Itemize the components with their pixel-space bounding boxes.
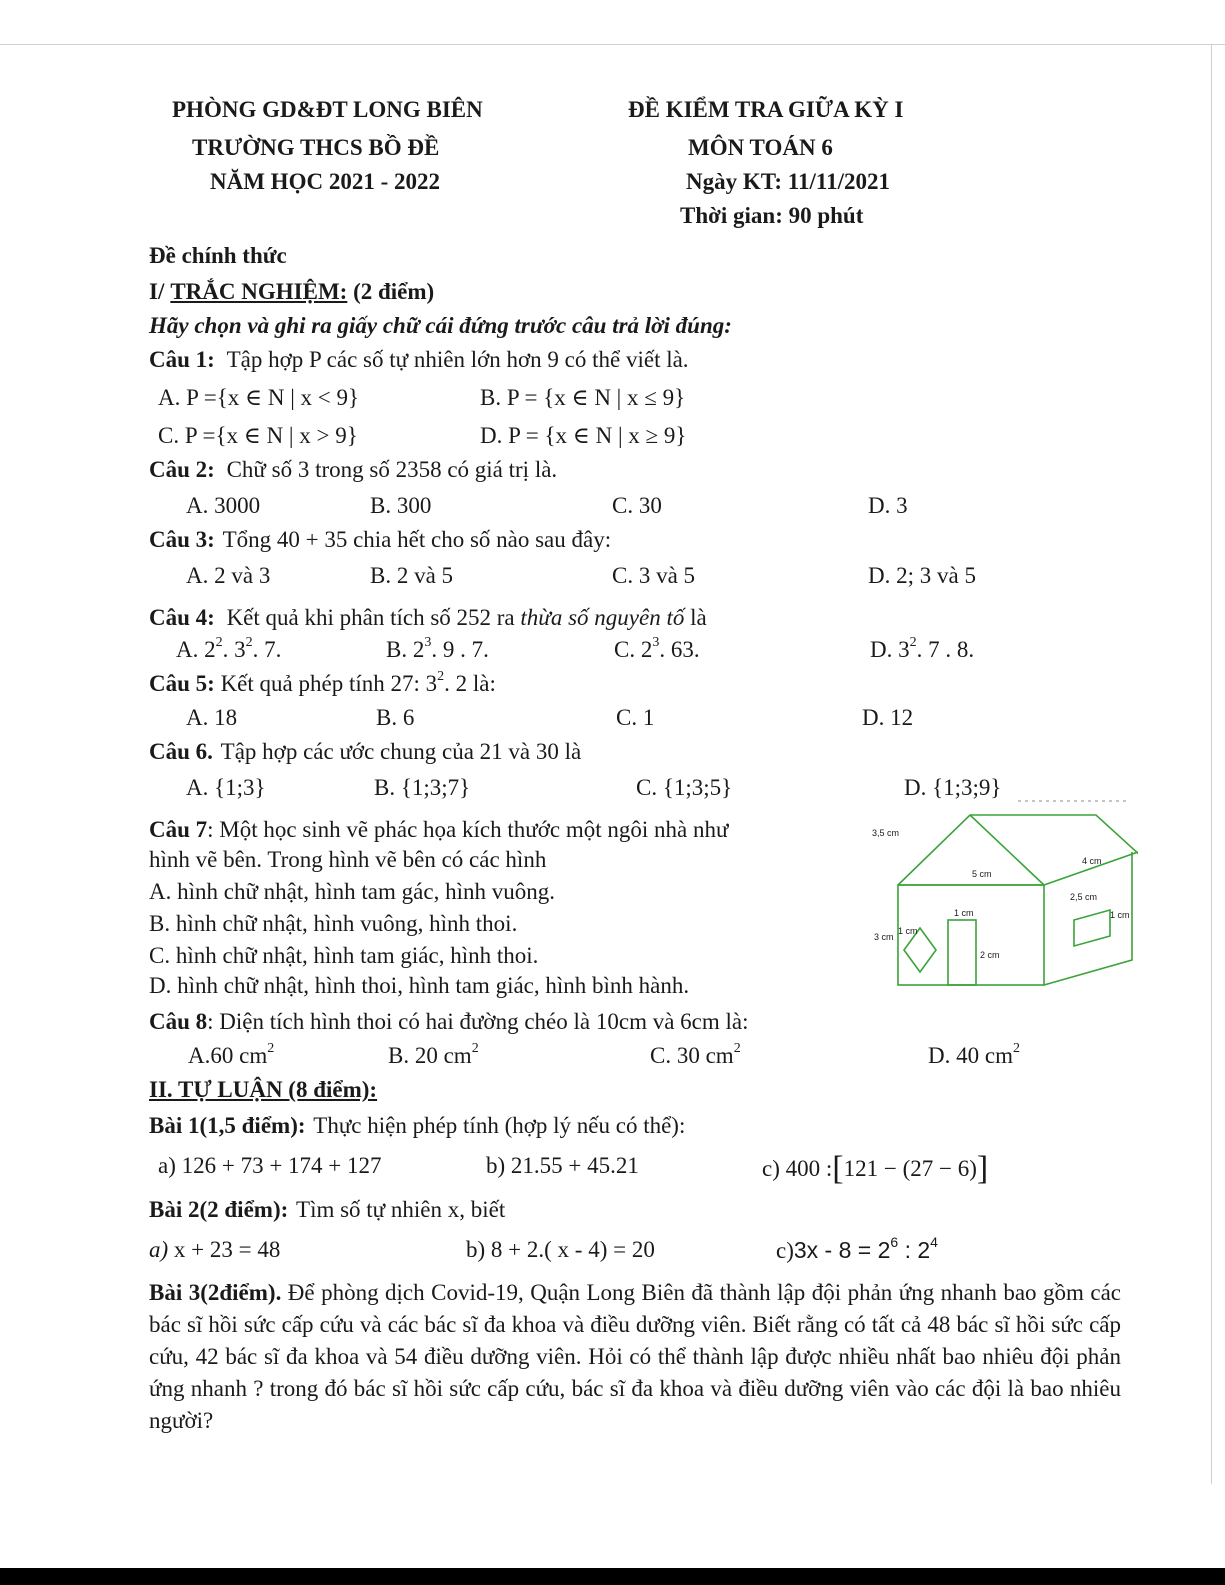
q5-option-c: C. 1 <box>616 705 655 730</box>
q2-text: Chữ số 3 trong số 2358 có giá trị là. <box>226 457 558 482</box>
q8-option-b: B. 20 $cm^2$ <box>388 1041 479 1068</box>
header-exam-title: ĐỀ KIỂM TRA GIỮA KỲ I <box>628 97 904 122</box>
bai2-part-a: a) x + 23 = 48 <box>149 1237 281 1262</box>
q4-option-a: A. $2^2$. $3^2$. 7. <box>176 635 282 662</box>
q2-option-c: C. 30 <box>612 493 662 518</box>
q1-text: Tập hợp P các số tự nhiên lớn hơn 9 có thể viết là. <box>226 347 689 372</box>
q4-option-c: C. $2^3$. 63. <box>614 635 700 662</box>
part1-prefix: I/ <box>149 279 165 304</box>
label-roof-side: 3,5 cm <box>872 828 900 838</box>
q8-option-a: A.60 $cm^2$ <box>188 1041 275 1068</box>
q3-option-d: D. 2; 3 và 5 <box>868 563 976 588</box>
header-duration: Thời gian: 90 phút <box>680 203 864 228</box>
q7-stem-line1 <box>149 816 728 844</box>
q2-stem <box>149 456 557 484</box>
part1-title: TRẮC NGHIỆM: <box>170 279 348 304</box>
bai1-part-a: a) 126 + 73 + 174 + 127 <box>158 1153 382 1178</box>
roof-outline <box>898 815 1138 885</box>
part1-heading <box>149 278 434 306</box>
label-front-width: 5 cm <box>972 869 992 879</box>
q5-option-d: D. 12 <box>862 705 914 730</box>
q3-option-b: B. 2 và 5 <box>370 563 454 588</box>
q1-option-a: A. P ={x ∈ N | x < 9} <box>158 385 360 410</box>
bai1-text: Thực hiện phép tính (hợp lý nếu có thể): <box>313 1113 686 1138</box>
q3-text: Tổng 40 + 35 chia hết cho số nào sau đây: <box>222 527 612 552</box>
official-label: Đề chính thức <box>149 243 287 268</box>
q2-option-b: B. 300 <box>370 493 432 518</box>
side-window-parallelogram <box>1074 910 1110 946</box>
q4-stem <box>149 604 707 632</box>
q1-option-b: B. P = {x ∈ N | x ≤ 9} <box>480 385 686 410</box>
q8-text: : Diện tích hình thoi có hai đường chéo là 10cm và 6cm là: <box>207 1009 749 1034</box>
door-rectangle <box>948 920 976 985</box>
q6-option-a: A. {1;3} <box>186 775 266 800</box>
q1-stem <box>149 346 689 374</box>
bai1-stem <box>149 1112 685 1140</box>
q5-text: Kết quả phép tính 27: 3 <box>220 671 438 696</box>
q5-option-b: B. 6 <box>376 705 415 730</box>
header-subject: MÔN TOÁN 6 <box>688 135 833 160</box>
q5-option-a: A. 18 <box>186 705 238 730</box>
q8-option-c: C. 30 $cm^2$ <box>650 1041 741 1068</box>
q7-stem-line2: hình vẽ bên. Trong hình vẽ bên có các hình <box>149 847 547 872</box>
house-sketch-figure <box>868 800 1138 990</box>
part2-heading: II. TỰ LUẬN (8 điểm): <box>149 1077 378 1102</box>
q4-text-after: là <box>690 605 707 630</box>
label-side-roof: 2,5 cm <box>1070 892 1098 902</box>
bai3-label: Bài 3(2điểm). <box>149 1280 282 1305</box>
bai1-part-b: b) 21.55 + 45.21 <box>486 1153 639 1178</box>
bai2-part-b: b) 8 + 2.( x - 4) = 20 <box>466 1237 655 1262</box>
q6-text: Tập hợp các ước chung của 21 và 30 là <box>220 739 582 764</box>
q2-option-a: A. 3000 <box>186 493 261 518</box>
q2-label: Câu 2: <box>149 457 215 482</box>
q7-label: Câu 7 <box>149 817 208 842</box>
page-right-border <box>1211 44 1212 1484</box>
label-wall-height: 3 cm <box>874 932 894 942</box>
q8-stem <box>149 1008 749 1036</box>
part1-points: (2 điểm) <box>353 279 435 304</box>
q7-option-c: C. hình chữ nhật, hình tam giác, hình thoi. <box>149 943 539 968</box>
q5-stem: Câu 5: Kết quả phép tính 27: $3^2$. 2 là: <box>149 669 496 696</box>
q3-stem <box>149 526 611 554</box>
q3-option-c: C. 3 và 5 <box>612 563 696 588</box>
q8-option-d: D. 40 $cm^2$ <box>928 1041 1020 1068</box>
q1-label: Câu 1: <box>149 347 215 372</box>
q7-text: : Một học sinh vẽ phác họa kích thước một ngôi nhà như <box>207 817 729 842</box>
q6-stem <box>149 738 581 766</box>
q4-label: Câu 4: <box>149 605 215 630</box>
q1-option-d: D. P = {x ∈ N | x ≥ 9} <box>480 423 687 448</box>
label-rhombus: 1 cm <box>898 926 918 936</box>
page-bottom-bar <box>0 1568 1225 1585</box>
bai1-part-c: c) 400 :[121 − (27 − 6)] <box>762 1150 989 1187</box>
bai2-part-c: $c)3x - 8 = 2^6$ : $2^4$ <box>776 1234 938 1263</box>
q6-option-b: B. {1;3;7} <box>374 775 471 800</box>
q7-option-a: A. hình chữ nhật, hình tam gác, hình vuông. <box>149 879 555 904</box>
q7-option-d: D. hình chữ nhật, hình thoi, hình tam giác, hình bình hành. <box>149 973 690 998</box>
q6-option-c: C. {1;3;5} <box>636 775 733 800</box>
label-door-height: 2 cm <box>980 950 1000 960</box>
q2-option-d: D. 3 <box>868 493 908 518</box>
header-school: TRƯỜNG THCS BỒ ĐỀ <box>192 135 440 160</box>
q3-option-a: A. 2 và 3 <box>186 563 271 588</box>
header-dept: PHÒNG GD&ĐT LONG BIÊN <box>172 97 483 122</box>
bai2-stem <box>149 1196 505 1224</box>
q7-option-b: B. hình chữ nhật, hình vuông, hình thoi. <box>149 911 518 936</box>
part1-instruction: Hãy chọn và ghi ra giấy chữ cái đứng trước câu trả lời đúng: <box>149 313 732 338</box>
label-window-side: 1 cm <box>1110 910 1130 920</box>
q5-label: Câu 5: <box>149 671 215 696</box>
bai1-label: Bài 1(1,5 điểm): <box>149 1113 306 1138</box>
label-roof-top: 4 cm <box>1082 856 1102 866</box>
bai2-label: Bài 2(2 điểm): <box>149 1197 289 1222</box>
q3-label: Câu 3: <box>149 527 215 552</box>
q4-option-b: B. $2^3$. 9 . 7. <box>386 635 489 662</box>
page-top-border <box>0 44 1225 45</box>
bai3-paragraph <box>149 1277 1121 1437</box>
label-door-width: 1 cm <box>954 908 974 918</box>
front-wall-rectangle <box>898 885 1044 985</box>
header-year: NĂM HỌC 2021 - 2022 <box>210 169 440 194</box>
q4-text-before: Kết quả khi phân tích số 252 ra <box>226 605 515 630</box>
q8-label: Câu 8 <box>149 1009 208 1034</box>
q4-text-italic: thừa số nguyên tố <box>520 605 685 630</box>
header-date: Ngày KT: 11/11/2021 <box>686 169 891 194</box>
bai3-text: Để phòng dịch Covid-19, Quận Long Biên đã thành lập đội phản ứng nhanh bao gồm các bác sĩ hồi sức cấp cứu và các bác sĩ đa khoa và điều dưỡng viên. Biết rằng có tất cả 48 bác sĩ hồi sức cấp cứu, 42 bác sĩ đa khoa và 54 điều dưỡng viên. Hỏi có thể thành lập được nhiều nhất bao nhiêu đội phản ứng nhanh ? trong đó bác sĩ hồi sức cấp cứu, bác sĩ đa khoa và điều dưỡng viên vào các đội là bao nhiêu người? <box>149 1280 1121 1433</box>
q6-label: Câu 6. <box>149 739 213 764</box>
bai2-text: Tìm số tự nhiên x, biết <box>296 1197 506 1222</box>
q4-option-d: D. $3^2$. 7 . 8. <box>870 635 975 662</box>
q1-option-c: C. P ={x ∈ N | x > 9} <box>158 423 358 448</box>
q6-option-d: D. {1;3;9} <box>904 775 1002 800</box>
